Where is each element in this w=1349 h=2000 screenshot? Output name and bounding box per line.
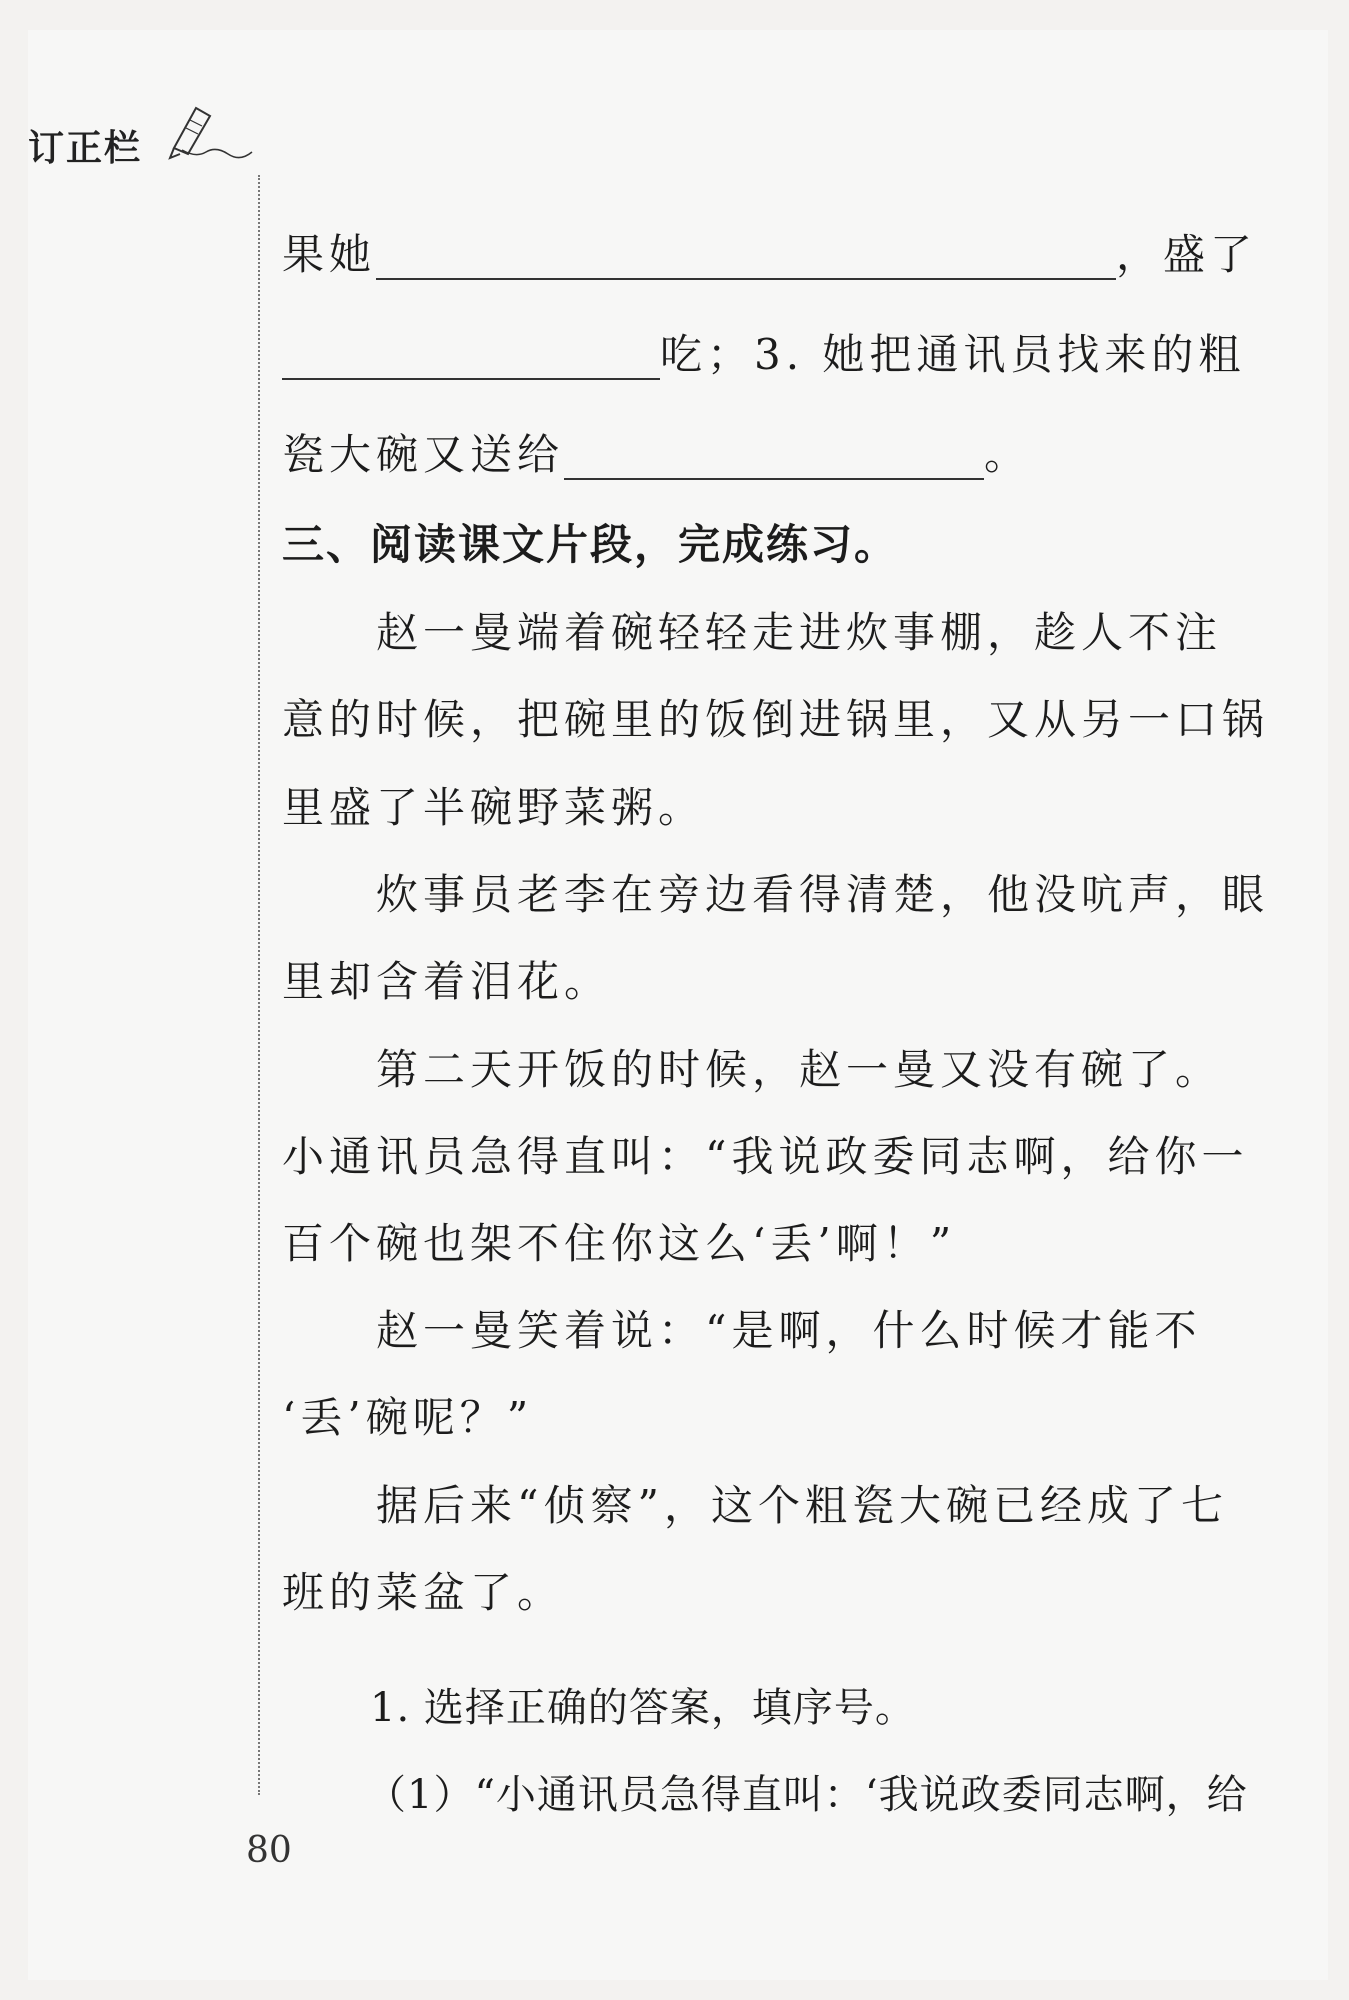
- passage-line: 据后来“侦察”，这个粗瓷大碗已经成了七: [376, 1481, 1228, 1530]
- fill-line-2: [282, 330, 1246, 380]
- question-1: 1. 选择正确的答案，填序号。: [370, 1685, 916, 1731]
- passage-line: 里却含着泪花。: [282, 957, 612, 1006]
- passage-line: 炊事员老李在旁边看得清楚，他没吭声，眼: [376, 870, 1270, 919]
- passage-line: 赵一曼笑着说：“是啊，什么时候才能不: [376, 1306, 1202, 1355]
- passage-line: 里盛了半碗野菜粥。: [282, 783, 706, 832]
- pencil-icon: [166, 100, 256, 160]
- page-number: 80: [246, 1830, 292, 1871]
- answer-blank[interactable]: [282, 334, 660, 380]
- answer-blank[interactable]: [376, 234, 1116, 280]
- margin-divider: [258, 175, 260, 1795]
- passage-line: ‘丢’碗呢？”: [282, 1393, 534, 1442]
- passage-line: 百个碗也架不住你这么‘丢’啊！”: [282, 1219, 957, 1268]
- fill-text: 吃；3. 她把通讯员找来的粗: [660, 330, 1246, 379]
- section-heading: 三、阅读课文片段，完成练习。: [282, 520, 899, 569]
- question-1-1: （1）“小通讯员急得直叫：‘我说政委同志啊，给: [366, 1772, 1248, 1818]
- passage-line: 班的菜盆了。: [282, 1568, 565, 1617]
- fill-line-3: [282, 430, 1232, 480]
- passage-line: 第二天开饭的时候，赵一曼又没有碗了。: [376, 1045, 1223, 1094]
- fill-text: ，盛了: [1116, 230, 1258, 279]
- passage-line: 小通讯员急得直叫：“我说政委同志啊，给你一: [282, 1132, 1249, 1181]
- correction-column-label: 订正栏: [28, 128, 143, 169]
- passage-line: 赵一曼端着碗轻轻走进炊事棚，趁人不注: [376, 608, 1223, 657]
- passage-line: 意的时候，把碗里的饭倒进锅里，又从另一口锅: [282, 695, 1270, 744]
- answer-blank[interactable]: [564, 434, 984, 480]
- fill-line-1: [282, 230, 1258, 280]
- fill-text: 。: [984, 430, 1032, 479]
- fill-text: 瓷大碗又送给: [282, 430, 565, 479]
- fill-text: 果她: [282, 230, 377, 279]
